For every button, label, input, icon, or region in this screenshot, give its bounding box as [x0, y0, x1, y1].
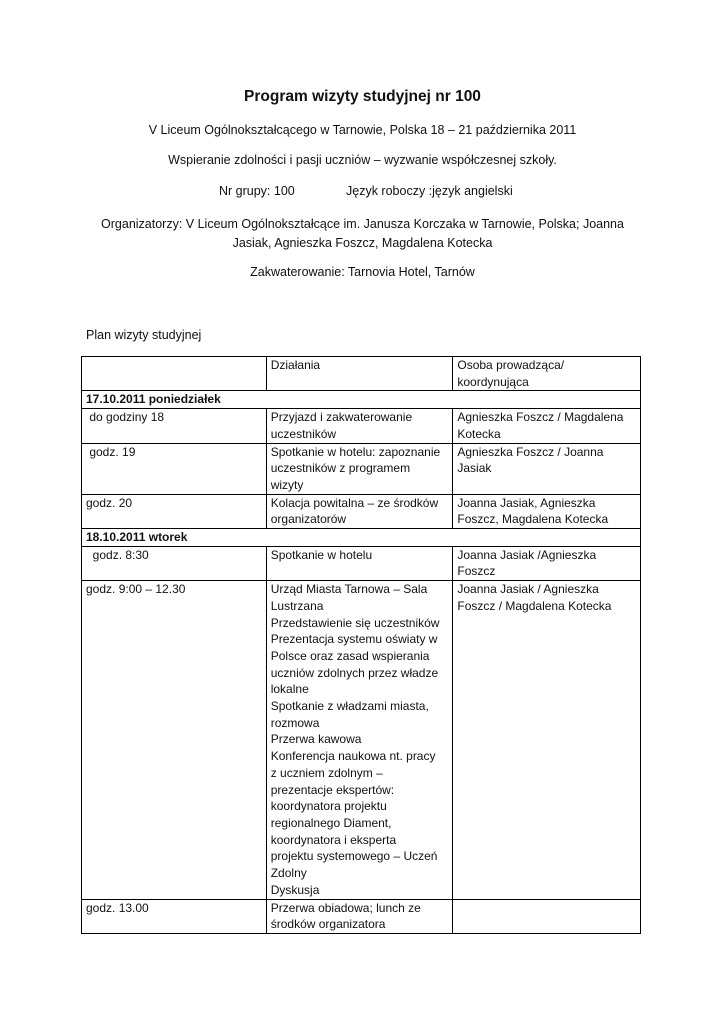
person-cell: Agnieszka Foszcz / Joanna Jasiak: [453, 443, 641, 494]
header-activity: Działania: [266, 357, 453, 391]
person-cell: Joanna Jasiak /Agnieszka Foszcz: [453, 546, 641, 580]
table-row: [82, 494, 641, 528]
day-heading: 17.10.2011 poniedziałek: [82, 391, 641, 409]
person-cell: Joanna Jasiak / Agnieszka Foszcz / Magdalena Kotecka: [453, 581, 641, 899]
time-cell: godz. 9:00 – 12.30: [82, 581, 267, 899]
table-row: [82, 443, 641, 494]
activity-cell: Urząd Miasta Tarnowa – Sala Lustrzana Przedstawienie się uczestników Prezentacja systemu oświaty w Polsce oraz zasad wspierania uczniów zdolnych przez władze lokalne Spotkanie z władzami miasta, rozmowa Przerwa kawowa Konferencja naukowa nt. pracy z uczniem zdolnym – prezentacje ekspertów: koordynatora projektu regionalnego Diament, koordynatora i eksperta projektu systemowego – Uczeń Zdolny Dyskusja: [266, 581, 453, 899]
activity-cell: Kolacja powitalna – ze środków organizatorów: [266, 494, 453, 528]
table-row: [82, 581, 641, 899]
working-language: Język roboczy :język angielski: [346, 184, 513, 198]
time-cell: do godziny 18: [82, 409, 267, 443]
person-cell: [453, 899, 641, 933]
activity-cell: Spotkanie w hotelu: [266, 546, 453, 580]
time-cell: godz. 13.00: [82, 899, 267, 933]
time-cell: godz. 19: [82, 443, 267, 494]
header-person: Osoba prowadząca/ koordynująca: [453, 357, 641, 391]
person-cell: Agnieszka Foszcz / Magdalena Kotecka: [453, 409, 641, 443]
plan-label: Plan wizyty studyjnej: [86, 328, 202, 342]
document-title: Program wizyty studyjnej nr 100: [244, 88, 481, 105]
day-heading: 18.10.2011 wtorek: [82, 529, 641, 547]
day-row: [82, 529, 641, 547]
theme-line: Wspieranie zdolności i pasji uczniów – wyzwanie współczesnej szkoły.: [168, 153, 557, 167]
table-header-row: [82, 357, 641, 391]
group-number: Nr grupy: 100: [219, 184, 295, 198]
day-row: [82, 391, 641, 409]
activity-cell: Spotkanie w hotelu: zapoznanie uczestników z programem wizyty: [266, 443, 453, 494]
accommodation: Zakwaterowanie: Tarnovia Hotel, Tarnów: [250, 265, 475, 279]
header-time: [82, 357, 267, 391]
activity-cell: Przerwa obiadowa; lunch ze środków organizatora: [266, 899, 453, 933]
schedule-table: [81, 356, 641, 934]
table-row: [82, 409, 641, 443]
organizers: Organizatorzy: V Liceum Ogólnokształcące im. Janusza Korczaka w Tarnowie, Polska; Joanna Jasiak, Agnieszka Foszcz, Magdalena Kotecka: [101, 217, 624, 250]
school-line: V Liceum Ogólnokształcącego w Tarnowie, Polska 18 – 21 października 2011: [148, 123, 577, 137]
time-cell: godz. 8:30: [82, 546, 267, 580]
time-cell: godz. 20: [82, 494, 267, 528]
person-cell: Joanna Jasiak, Agnieszka Foszcz, Magdalena Kotecka: [453, 494, 641, 528]
table-row: [82, 546, 641, 580]
activity-cell: Przyjazd i zakwaterowanie uczestników: [266, 409, 453, 443]
table-row: [82, 899, 641, 933]
